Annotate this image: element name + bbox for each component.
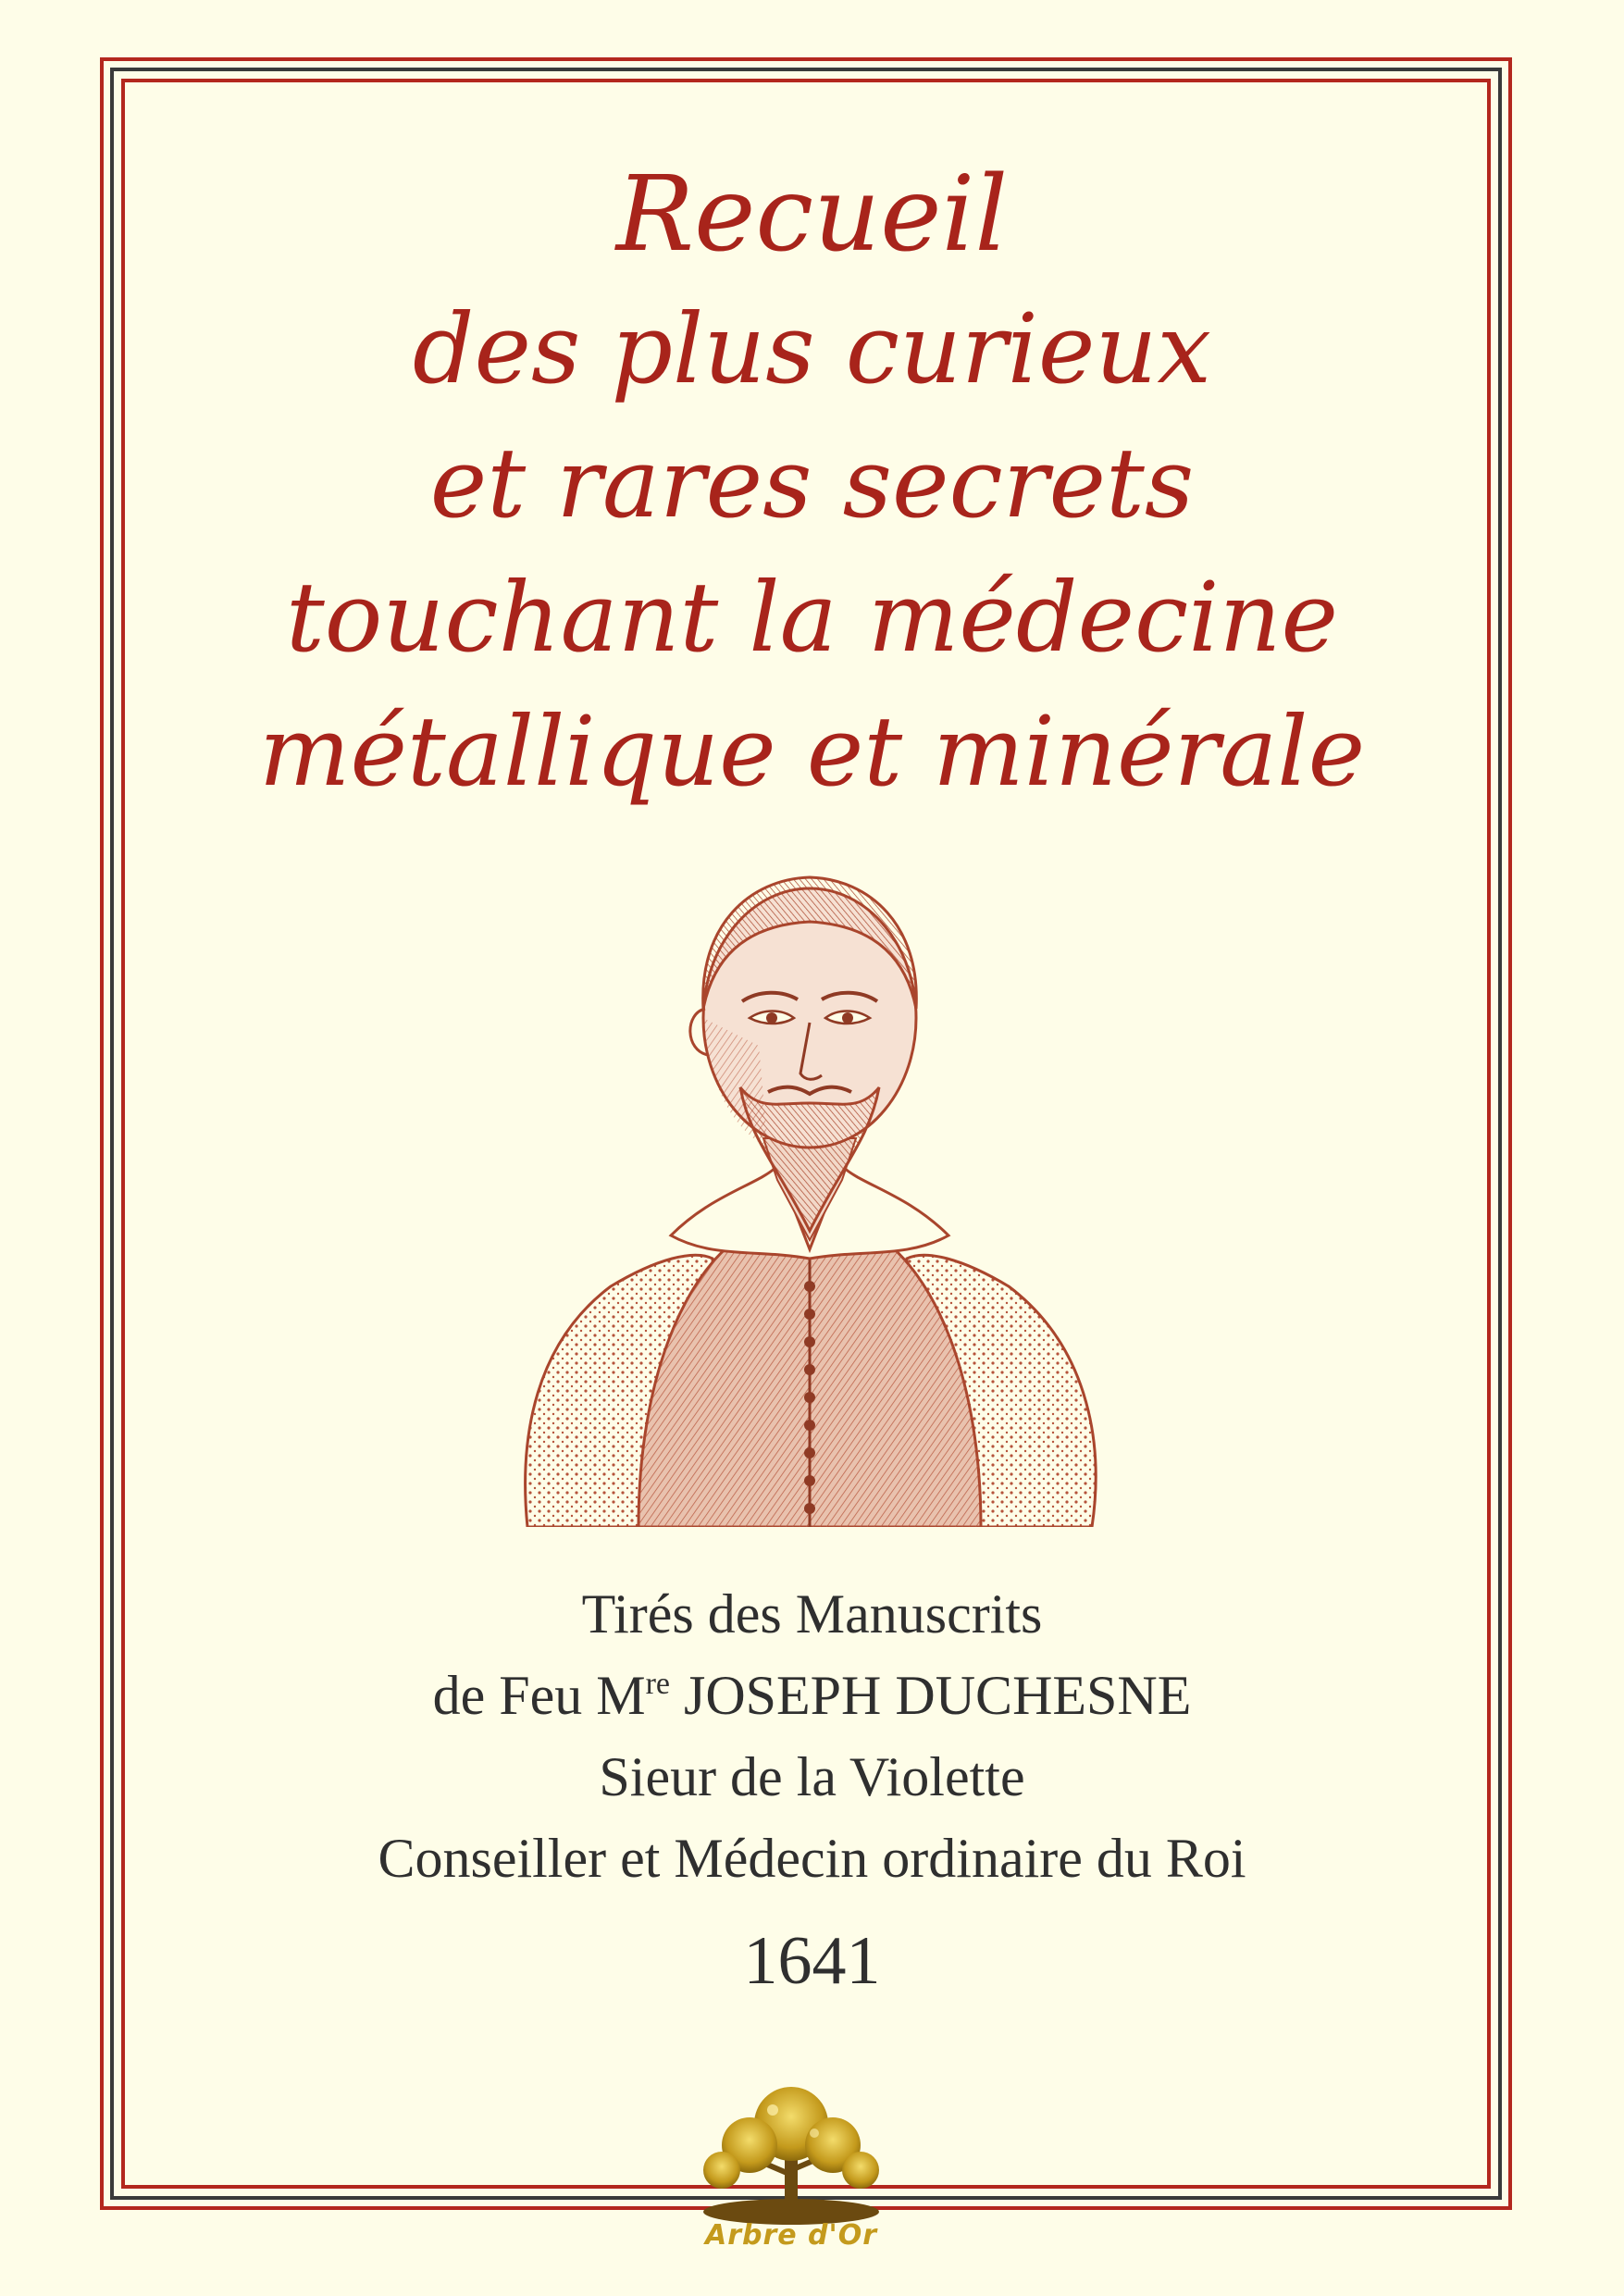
engraved-portrait-bearded-man-icon (500, 861, 1120, 1527)
title-line-1: Recueil (615, 155, 1009, 275)
subtitle-block (139, 1573, 1485, 2003)
book-title (139, 148, 1485, 819)
publisher-name: Arbre d'Or (704, 2219, 878, 2252)
author-superscript: re (645, 1667, 670, 1701)
publication-year: 1641 (743, 1923, 881, 1999)
title-line-3: et rares secrets (429, 427, 1195, 540)
subtitle-line-2 (139, 1655, 1485, 1736)
title-line-5: métallique et minérale (258, 695, 1366, 808)
subtitle-line-3: Sieur de la Violette (599, 1746, 1025, 1807)
golden-tree-logo-icon (685, 2082, 898, 2267)
subtitle-line-1: Tirés des Manuscrits (581, 1583, 1043, 1644)
author-name: JOSEPH DUCHESNE (669, 1665, 1192, 1726)
subtitle-line-4: Conseiller et Médecin ordinaire du Roi (378, 1828, 1246, 1889)
title-line-2: des plus curieux (412, 292, 1212, 405)
title-line-4: touchant la médecine (285, 561, 1339, 674)
author-prefix: de Feu M (432, 1665, 646, 1726)
